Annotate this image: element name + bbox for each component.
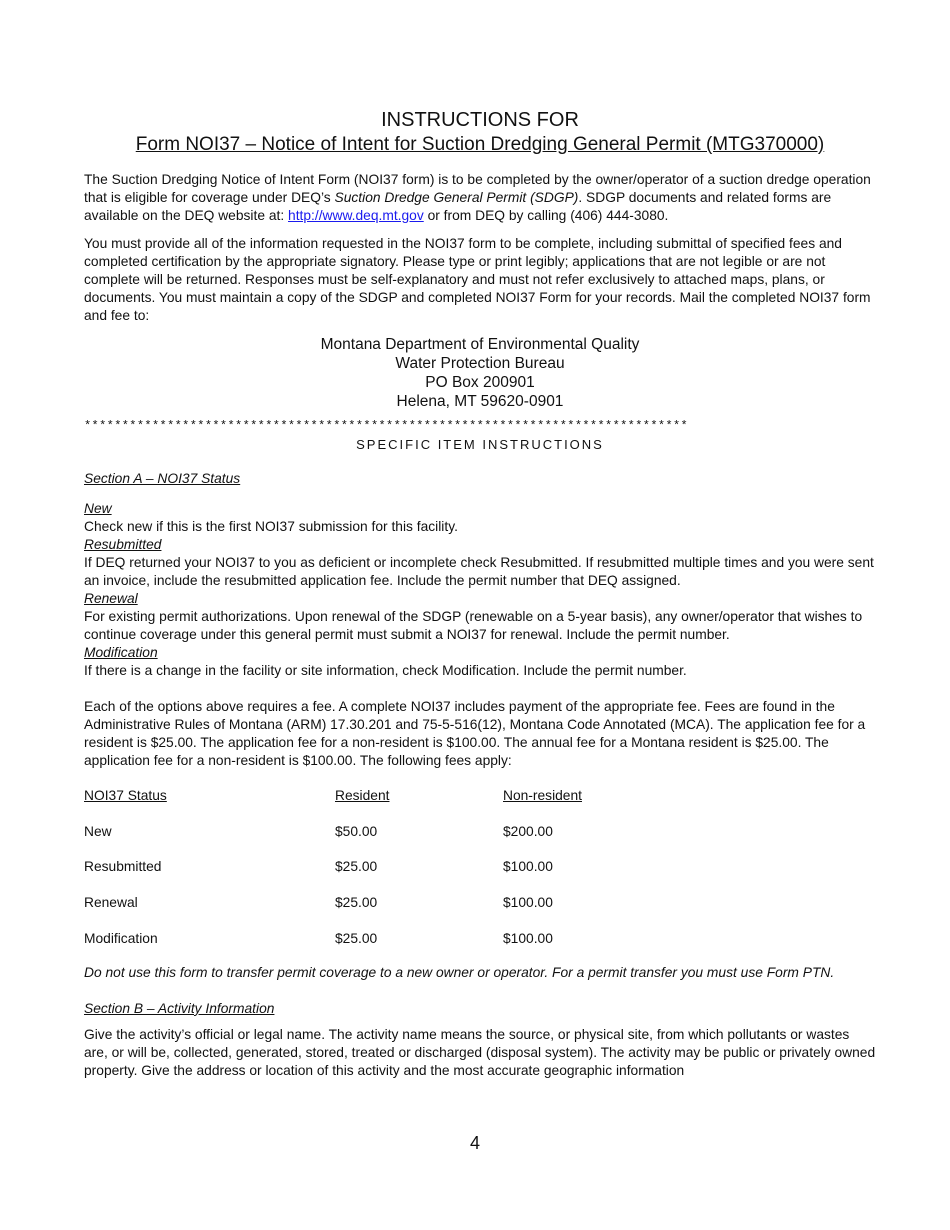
- fees-paragraph: Each of the options above requires a fee. A complete NOI37 includes payment of the appropriate fee. Fees are found in the Administrative Rules of Montana (ARM) 17.30.201 and 75-5-516(12), Montana Code Annotated (MCA). The application fee for a resident is $25.00. The application fee for a non-resident is $100.00. The annual fee for a Montana resident is $25.00. The application fee for a non-resident is $100.00. The following fees apply:: [84, 699, 866, 768]
- section-b-title: Section B – Activity Information: [84, 1000, 275, 1016]
- fee-table-header: Resident: [335, 788, 390, 803]
- asterisk-divider: ********************************************************************************: [84, 419, 689, 433]
- mailing-address: Montana Department of Environmental Quality Water Protection Bureau PO Box 200901 Helena, MT 59620-0901: [320, 336, 640, 410]
- deq-website-link[interactable]: http://www.deq.mt.gov: [288, 208, 424, 223]
- section-b-text: Give the activity’s official or legal name. The activity name means the source, or physical site, from which pollutants or wastes are, or will be, collected, generated, stored, treated or discharged (disposal system). The activity may be public or privately owned property. Give the address or location of this activity and the most accurate geographic information: [84, 1026, 876, 1078]
- fee-table-header: NOI37 Status: [84, 788, 167, 803]
- status-resubmitted-label: Resubmitted: [84, 537, 162, 552]
- page-number: 4: [469, 1133, 480, 1153]
- table-row: New $50.00 $200.00: [84, 823, 553, 839]
- document-page: [84, 108, 876, 1080]
- table-row: Renewal $25.00 $100.00: [84, 895, 553, 911]
- page-title: INSTRUCTIONS FOR: [381, 109, 579, 131]
- table-row: Modification $25.00 $100.00: [84, 930, 553, 946]
- intro-paragraph-1: The Suction Dredging Notice of Intent Form (NOI37 form) is to be completed by the owner/operator of a suction dredge operation that is eligible for coverage under DEQ’s Suction Dredge General Permit (SDGP). SDGP documents and related forms are available on the DEQ website at: http://www.deq.mt.gov or from DEQ by calling (406) 444-3080.: [84, 172, 871, 223]
- status-modification-label: Modification: [84, 645, 158, 660]
- specific-instructions-heading: SPECIFIC ITEM INSTRUCTIONS: [356, 437, 604, 452]
- status-renewal-text: For existing permit authorizations. Upon renewal of the SDGP (renewable on a 5-year basis), any owner/operator that wishes to continue coverage under this general permit must submit a NOI37 for renewal. Include the permit number.: [84, 609, 863, 642]
- status-renewal-label: Renewal: [84, 591, 138, 606]
- transfer-note: Do not use this form to transfer permit coverage to a new owner or operator. For a permit transfer you must use Form PTN.: [84, 964, 835, 980]
- status-new-text: Check new if this is the first NOI37 submission for this facility.: [84, 519, 458, 534]
- fee-table-header: Non-resident: [503, 788, 582, 803]
- intro-paragraph-2: You must provide all of the information requested in the NOI37 form to be complete, including submittal of specified fees and completed certification by the appropriate signatory. Please type or print legibly; applications that are not legible or are not complete will be returned. Responses must be self-explanatory and must not refer exclusively to attached maps, plans, or documents. You must maintain a copy of the SDGP and completed NOI37 Form for your records. Mail the completed NOI37 form and fee to:: [84, 236, 871, 323]
- fee-table: [84, 787, 653, 948]
- table-row: Resubmitted $25.00 $100.00: [84, 859, 553, 875]
- status-resubmitted-text: If DEQ returned your NOI37 to you as deficient or incomplete check Resubmitted. If resubmitted multiple times and you were sent an invoice, include the resubmitted application fee. Include the permit number that DEQ assigned.: [84, 555, 874, 588]
- section-a-title: Section A – NOI37 Status: [84, 471, 241, 486]
- status-new-label: New: [84, 501, 112, 516]
- form-title: Form NOI37 – Notice of Intent for Suction Dredging General Permit (MTG370000): [135, 134, 825, 155]
- status-modification-text: If there is a change in the facility or site information, check Modification. Include the permit number.: [84, 663, 687, 678]
